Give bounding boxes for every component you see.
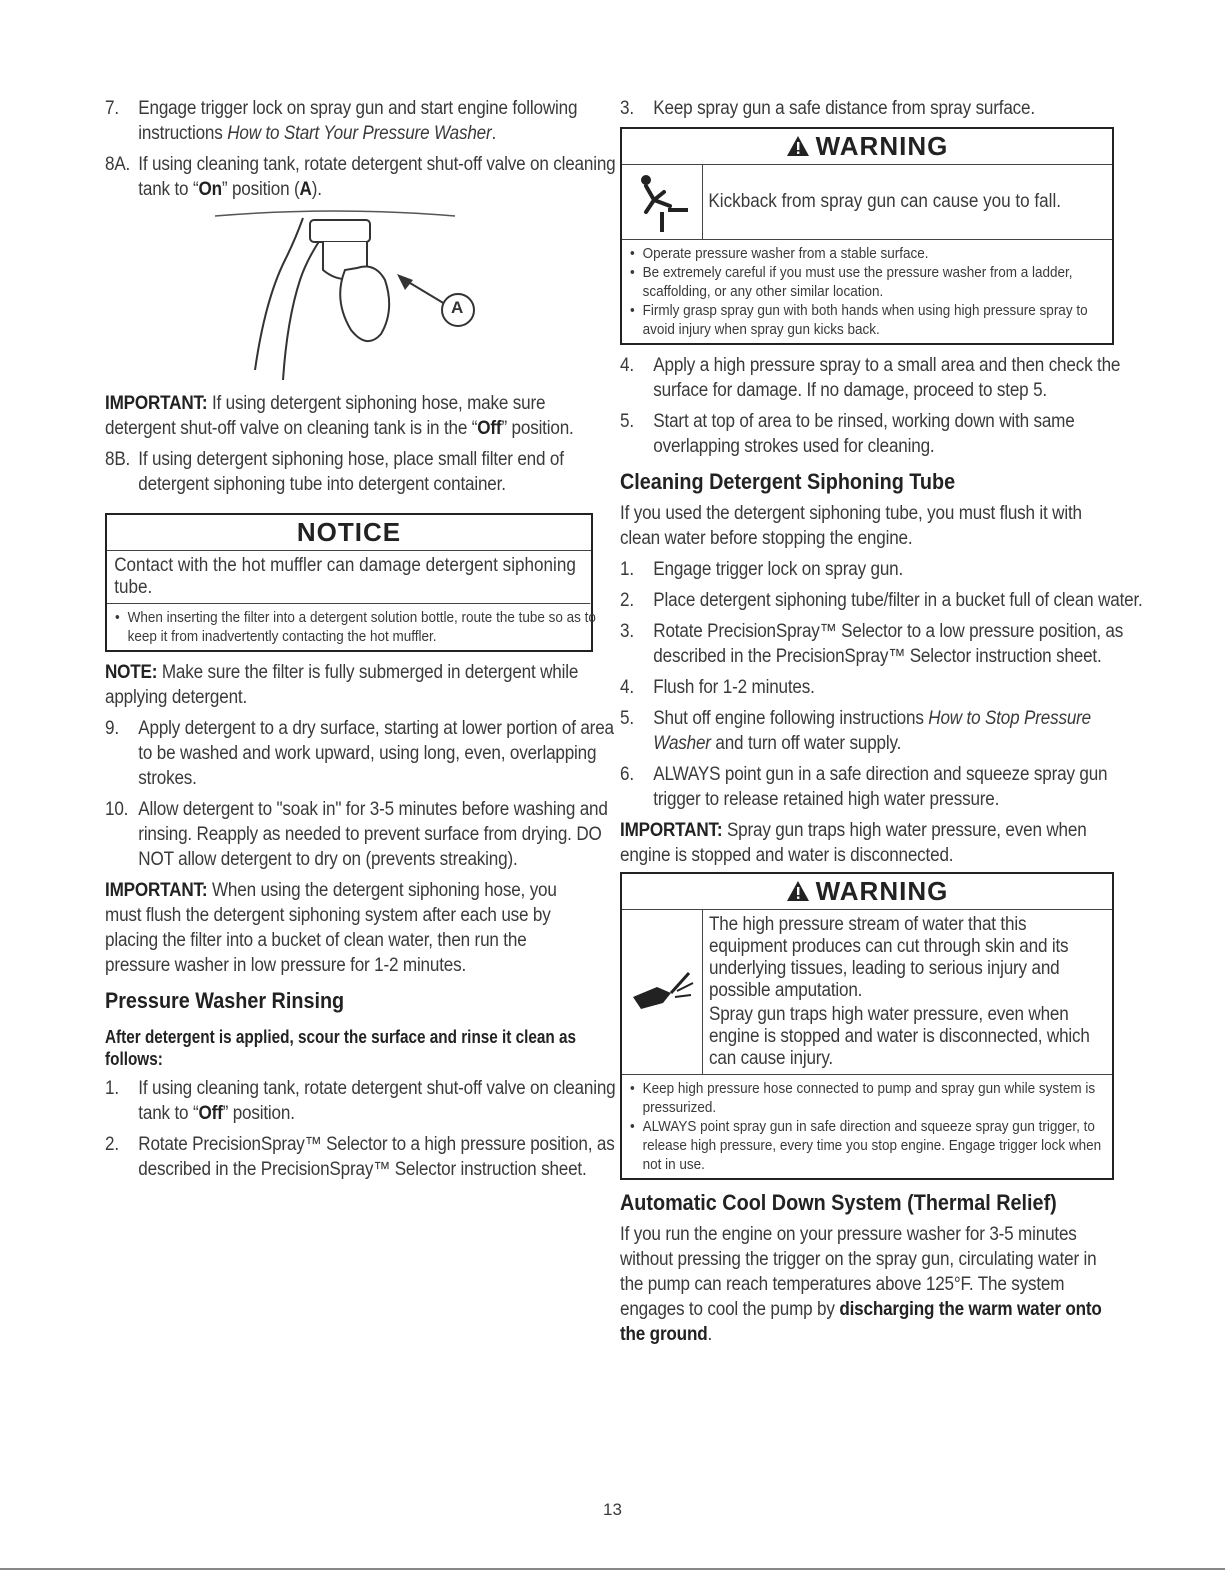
rinse-step-3: 3. Keep spray gun a safe distance from spray surface.	[620, 98, 1035, 119]
warning-kickback-text: Kickback from spray gun can cause you to fall.	[708, 191, 1062, 212]
important-note-3: IMPORTANT: Spray gun traps high water pressure, even when engine is stopped and water is disconnected.	[620, 820, 1087, 866]
rinsing-heading: Pressure Washer Rinsing	[105, 988, 345, 1013]
warning-bullet: • ALWAYS point spray gun in safe direction and squeeze spray gun trigger, to release high pressure, every time you stop engine. Engage trigger lock when not in use.	[630, 1117, 1118, 1174]
clean-step-5: 5. Shut off engine following instructions How to Stop Pressure Washer and turn off water supply.	[620, 708, 1092, 754]
notice-body: Contact with the hot muffler can damage detergent siphoning tube.	[107, 551, 591, 604]
detergent-valve-illustration	[105, 210, 585, 385]
rinsing-subheading: After detergent is applied, scour the surface and rinse it clean as follows:	[105, 1027, 577, 1069]
valve-figure	[105, 210, 593, 385]
important-note-1: IMPORTANT: If using detergent siphoning hose, make sure detergent shut-off valve on cleaning tank is in the “Off” position.	[105, 393, 574, 439]
clean-step-3: 3. Rotate PrecisionSpray™ Selector to a low pressure position, as described in the PrecisionSpray™ Selector instruction sheet.	[620, 621, 1124, 667]
step-8a: 8A. If using cleaning tank, rotate detergent shut-off valve on cleaning tank to “On” position (A).	[105, 154, 616, 200]
step-7: 7. Engage trigger lock on spray gun and start engine following instructions How to Start Your Pressure Washer.	[105, 98, 578, 144]
bottom-divider	[0, 1568, 1225, 1570]
important-note-2: IMPORTANT: When using the detergent siphoning hose, you must flush the detergent siphoning system after each use by placing the filter into a bucket of clean water, then run the pressure washer in low pressure for 1-2 minutes.	[105, 880, 557, 976]
notice-title: NOTICE	[107, 515, 591, 551]
warning-bullet: • Be extremely careful if you must use the pressure washer from a ladder, scaffolding, or any other similar location.	[630, 263, 1118, 301]
step-10: 10. Allow detergent to "soak in" for 3-5 minutes before washing and rinsing. Reapply as needed to prevent surface from drying. DO NOT allow detergent to dry on (prevents streaking).	[105, 799, 608, 870]
warning-title: WARNING	[622, 874, 1112, 910]
notice-bullets	[107, 604, 596, 650]
warning-high-pressure-text-1: The high pressure stream of water that this equipment produces can cut through skin and its underlying tissues, leading to serious injury and possible amputation.	[709, 914, 1069, 1001]
warning-high-pressure-bullets	[622, 1075, 1112, 1178]
warning-high-pressure-text-2: Spray gun traps high water pressure, even when engine is stopped and water is disconnected, which can cause injury.	[709, 1004, 1090, 1069]
warning-bullet: • Firmly grasp spray gun with both hands when using high pressure spray to avoid injury when spray gun kicks back.	[630, 301, 1118, 339]
page-number: 13	[603, 1500, 622, 1519]
rinse-step-1: 1. If using cleaning tank, rotate detergent shut-off valve on cleaning tank to “Off” position.	[105, 1078, 616, 1124]
clean-step-4: 4. Flush for 1-2 minutes.	[620, 677, 815, 698]
warning-box-high-pressure	[620, 872, 1114, 1180]
rinse-step-4: 4. Apply a high pressure spray to a small area and then check the surface for damage. If no damage, proceed to step 5.	[620, 355, 1121, 401]
warning-triangle-icon	[786, 135, 810, 157]
rinse-step-2: 2. Rotate PrecisionSpray™ Selector to a high pressure position, as described in the PrecisionSpray™ Selector instruction sheet.	[105, 1134, 615, 1180]
clean-step-6: 6. ALWAYS point gun in a safe direction and squeeze spray gun trigger to release retained high water pressure.	[620, 764, 1108, 810]
clean-step-1: 1. Engage trigger lock on spray gun.	[620, 559, 904, 580]
cleaning-tube-heading: Cleaning Detergent Siphoning Tube	[620, 469, 956, 494]
right-column	[620, 96, 1143, 1347]
warning-kickback-bullets	[622, 240, 1112, 343]
step-8b: 8B. If using detergent siphoning hose, place small filter end of detergent siphoning tube into detergent container.	[105, 449, 564, 495]
warning-bullet: • Keep high pressure hose connected to pump and spray gun while system is pressurized.	[630, 1079, 1118, 1117]
clean-step-2: 2. Place detergent siphoning tube/filter in a bucket full of clean water.	[620, 590, 1143, 611]
high-pressure-injury-icon	[622, 910, 703, 1074]
warning-box-kickback	[620, 127, 1114, 345]
warning-title: WARNING	[622, 129, 1112, 165]
warning-bullet: • Operate pressure washer from a stable surface.	[630, 244, 1118, 263]
note: NOTE: Make sure the filter is fully submerged in detergent while applying detergent.	[105, 662, 579, 708]
cleaning-intro: If you used the detergent siphoning tube, you must flush it with clean water before stopping the engine.	[620, 503, 1082, 549]
warning-triangle-icon	[786, 880, 810, 902]
cooldown-heading: Automatic Cool Down System (Thermal Relief)	[620, 1190, 1057, 1215]
how-to-start-link-text: How to Start Your Pressure Washer	[227, 123, 492, 144]
cooldown-text: If you run the engine on your pressure washer for 3-5 minutes without pressing the trigger on the spray gun, circulating water in the pump can reach temperatures above 125°F. The system engages to cool the pump by discharging the warm water onto the ground.	[620, 1224, 1102, 1345]
left-column	[105, 96, 616, 1188]
callout-a-label: A	[451, 298, 464, 317]
warning-high-pressure-row	[622, 910, 1112, 1075]
kickback-fall-icon	[622, 165, 703, 239]
notice-bullet: • When inserting the filter into a detergent solution bottle, route the tube so as to keep it from inadvertently contacting the hot muffler.	[115, 608, 597, 646]
warning-high-pressure-texts	[703, 910, 1112, 1074]
warning-kickback-row	[622, 165, 1112, 240]
notice-box	[105, 513, 596, 652]
rinse-step-5: 5. Start at top of area to be rinsed, working down with same overlapping strokes used for cleaning.	[620, 411, 1075, 457]
step-9: 9. Apply detergent to a dry surface, starting at lower portion of area to be washed and work upward, using long, even, overlapping strokes.	[105, 718, 614, 789]
